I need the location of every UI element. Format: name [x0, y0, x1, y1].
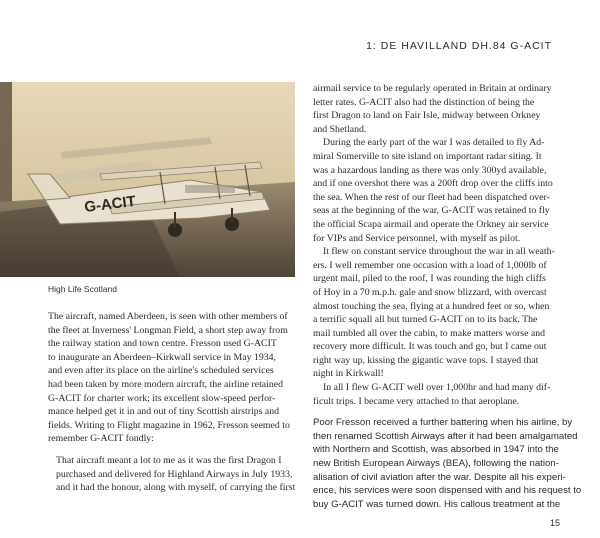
page-number: 15 — [549, 518, 560, 528]
text-line: buy G-ACIT was turned down. His callous treatment at the — [313, 498, 561, 510]
text-line: was a hazardous landing as there was only 300yd available, — [313, 164, 547, 176]
text-line: During the early part of the war I was detailed to fly Ad- — [323, 137, 545, 149]
right-column — [313, 82, 582, 511]
text-line: purchased and delivered for Highland Airways in July 1933, — [56, 468, 293, 480]
text-line: letter rates. G-ACIT also had the distinction of being the — [313, 96, 535, 108]
fuselage-registration: G-ACIT — [83, 192, 137, 216]
text-line: airmail service to be regularly operated in Britain at ordinary — [313, 83, 552, 94]
text-line: and it had the honour, along with myself, of carrying the first — [56, 482, 296, 494]
text-line: almost touching the sea, flying at a hundred feet or so, when — [313, 300, 550, 312]
text-line: the fleet at Inverness' Longman Field, a short step away from — [48, 324, 288, 336]
text-line: urgent mail, piled to the roof, I was rounding the high cliffs — [313, 273, 546, 285]
text-line: mail tumbled all over the cabin, to make matters worse and — [313, 327, 546, 339]
text-line: then renamed Scottish Airways after it had been amalgamated — [313, 430, 578, 442]
text-line: first Dragon to land on Fair Isle, midway between Orkney — [313, 110, 541, 122]
text-line: In all I flew G-ACIT well over 1,000hr and had many dif- — [323, 382, 551, 394]
text-line: to inaugurate an Aberdeen–Kirkwall service in May 1934, — [48, 351, 276, 363]
text-line: remember G-ACIT fondly: — [48, 433, 154, 445]
text-line: had been taken by more modern aircraft, the airline retained — [48, 378, 284, 390]
text-line: mance helped get it in and out of tiny Scottish airstrips and — [48, 406, 279, 418]
quotation-continued — [313, 82, 563, 408]
photo-caption: High Life Scotland — [48, 284, 117, 294]
text-line: and Shetland. — [313, 123, 367, 135]
running-head: 1: DE HAVILLAND DH.84 G-ACIT — [366, 40, 552, 52]
left-column — [48, 310, 296, 495]
text-line: right way up, kissing the gigantic wave tops. I stayed that — [313, 354, 539, 366]
quotation — [48, 454, 296, 495]
text-line: night in Kirkwall! — [313, 368, 384, 380]
text-line: of Hoy in a 70 m.p.h. gale and snow blizzard, with overcast — [313, 286, 547, 298]
text-line: alisation of civil aviation after the war. Despite all his experi- — [313, 471, 566, 483]
text-line: Poor Fresson received a further battering when his airline, by — [313, 417, 573, 429]
aircraft-photo-illustration — [0, 82, 295, 277]
text-line: seas at the beginning of the war, G-ACIT was retained to fly — [313, 205, 550, 217]
text-line: ence, his services were soon dispensed with and his request to — [313, 485, 582, 497]
text-line: The aircraft, named Aberdeen, is seen with other members of — [48, 311, 288, 322]
text-line: the sea. When the rest of our fleet had been dispatched over- — [313, 191, 550, 203]
text-line: new British European Airways (BEA), following the nation- — [313, 458, 559, 470]
text-line: the official Scapa airmail and operate the Orkney air service — [313, 218, 549, 230]
text-line: for VIPs and Service personnel, with myself as pilot. — [313, 232, 521, 244]
text-line: That aircraft meant a lot to me as it was the first Dragon I — [56, 454, 282, 466]
aircraft-photo — [0, 82, 295, 277]
paragraph-intro — [48, 310, 296, 446]
text-line: G-ACIT for charter work; its excellent slow-speed perfor- — [48, 392, 276, 404]
text-line: ficult trips. I became very attached to that aeroplane. — [313, 395, 520, 407]
text-line: a terrific squall all but turned G-ACIT on to its back. The — [313, 314, 538, 326]
text-line: and even after its place on the airline's scheduled services — [48, 365, 274, 377]
text-line: recovery more difficult. It was touch and go, but I came out — [313, 341, 547, 353]
text-line: miral Somerville to site island on important radar siting. It — [313, 150, 542, 162]
text-line: fields. Writing to Flight magazine in 1962, Fresson seemed to — [48, 419, 290, 431]
text-line: ers. I well remember one occasion with a load of 1,000lb of — [313, 259, 547, 271]
paragraph-aftermath — [313, 416, 582, 511]
text-line: and if one overshot there was a 200ft drop over the cliffs into — [313, 178, 553, 190]
text-line: with Northern and Scottish, was absorbed in 1947 into the — [313, 444, 559, 456]
text-line: It flew on constant service throughout the war in all weath- — [323, 246, 555, 258]
text-line: the railway station and town centre. Fresson used G-ACIT — [48, 338, 277, 350]
